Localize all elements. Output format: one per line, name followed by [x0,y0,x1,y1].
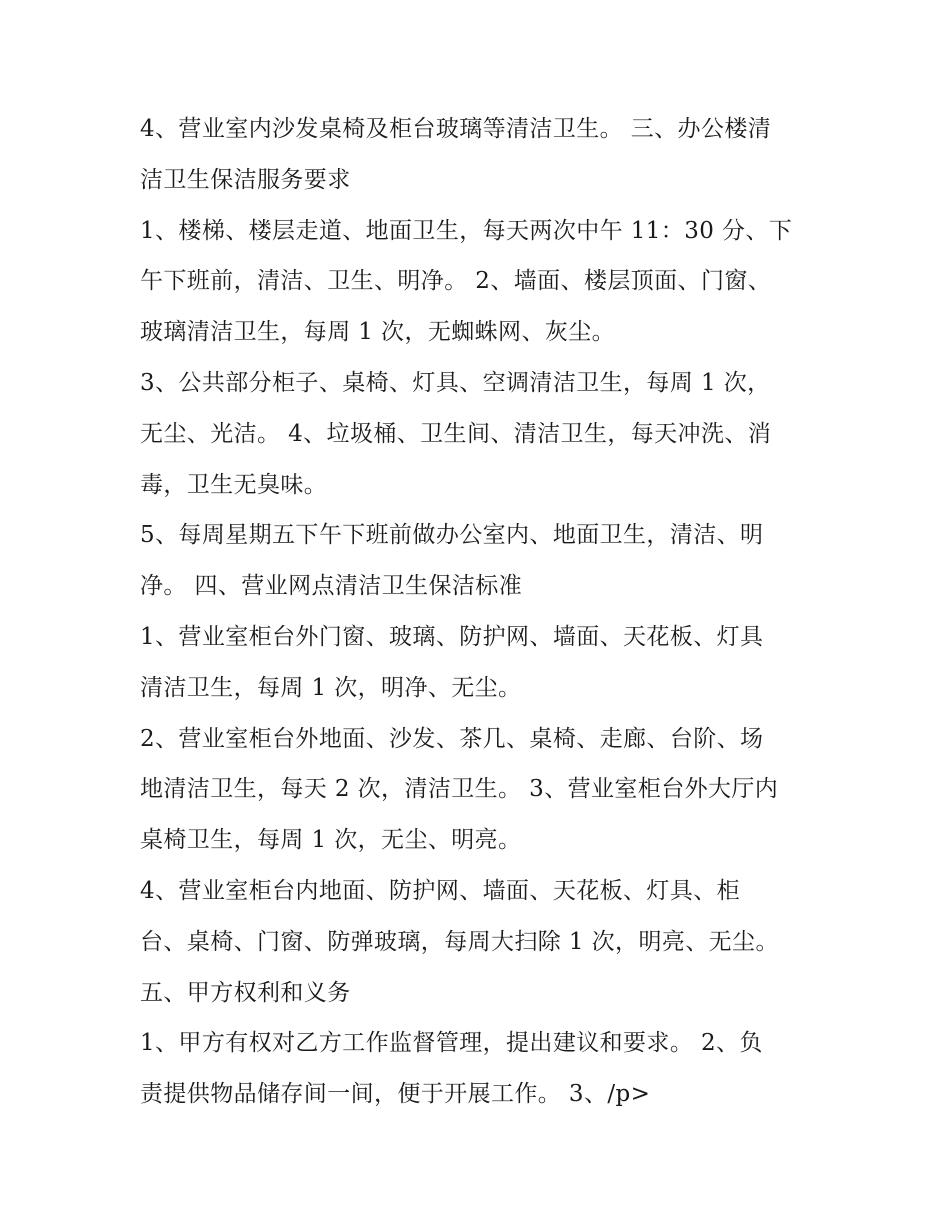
text-line: 地清洁卫生，每天 2 次，清洁卫生。 3、营业室柜台外大厅内 [140,776,779,803]
text-line: 清洁卫生，每周 1 次，明净、无尘。 [140,674,522,701]
text-line: 毒，卫生无臭味。 [140,471,328,498]
text-line: 净。 四、营业网点清洁卫生保洁标准 [140,573,523,600]
section-heading: 五、甲方权利和义务 [140,979,351,1006]
text-line: 无尘、光洁。 4、垃圾桶、卫生间、清洁卫生，每天冲洗、消 [140,420,772,447]
text-line: 4、营业室内沙发桌椅及柜台玻璃等清洁卫生。 三、办公楼清 [140,116,772,142]
text-line: 责提供物品储存间一间，便于开展工作。 3、/p> [140,1081,651,1108]
text-line: 5、每周星期五下午下班前做办公室内、地面卫生，清洁、明 [140,522,764,549]
text-line: 1、甲方有权对乙方工作监督管理，提出建议和要求。 2、负 [140,1030,763,1057]
text-line: 2、营业室柜台外地面、沙发、茶几、桌椅、走廊、台阶、场 [140,725,764,752]
text-line: 洁卫生保洁服务要求 [140,166,351,193]
text-line: 1、营业室柜台外门窗、玻璃、防护网、墙面、天花板、灯具 [140,623,764,650]
document-body [140,104,820,1120]
text-line: 桌椅卫生，每周 1 次，无尘、明亮。 [140,827,522,854]
text-line: 4、营业室柜台内地面、防护网、墙面、天花板、灯具、柜 [140,877,741,904]
text-line: 午下班前，清洁、卫生、明净。 2、墙面、楼层顶面、门窗、 [140,268,772,295]
text-line: 台、桌椅、门窗、防弹玻璃，每周大扫除 1 次，明亮、无尘。 [140,928,779,955]
text-line: 1、楼梯、楼层走道、地面卫生，每天两次中午 11：30 分、下 [140,217,793,244]
text-line: 3、公共部分柜子、桌椅、灯具、空调清洁卫生，每周 1 次， [140,369,771,396]
text-line: 玻璃清洁卫生，每周 1 次，无蜘蛛网、灰尘。 [140,319,616,346]
